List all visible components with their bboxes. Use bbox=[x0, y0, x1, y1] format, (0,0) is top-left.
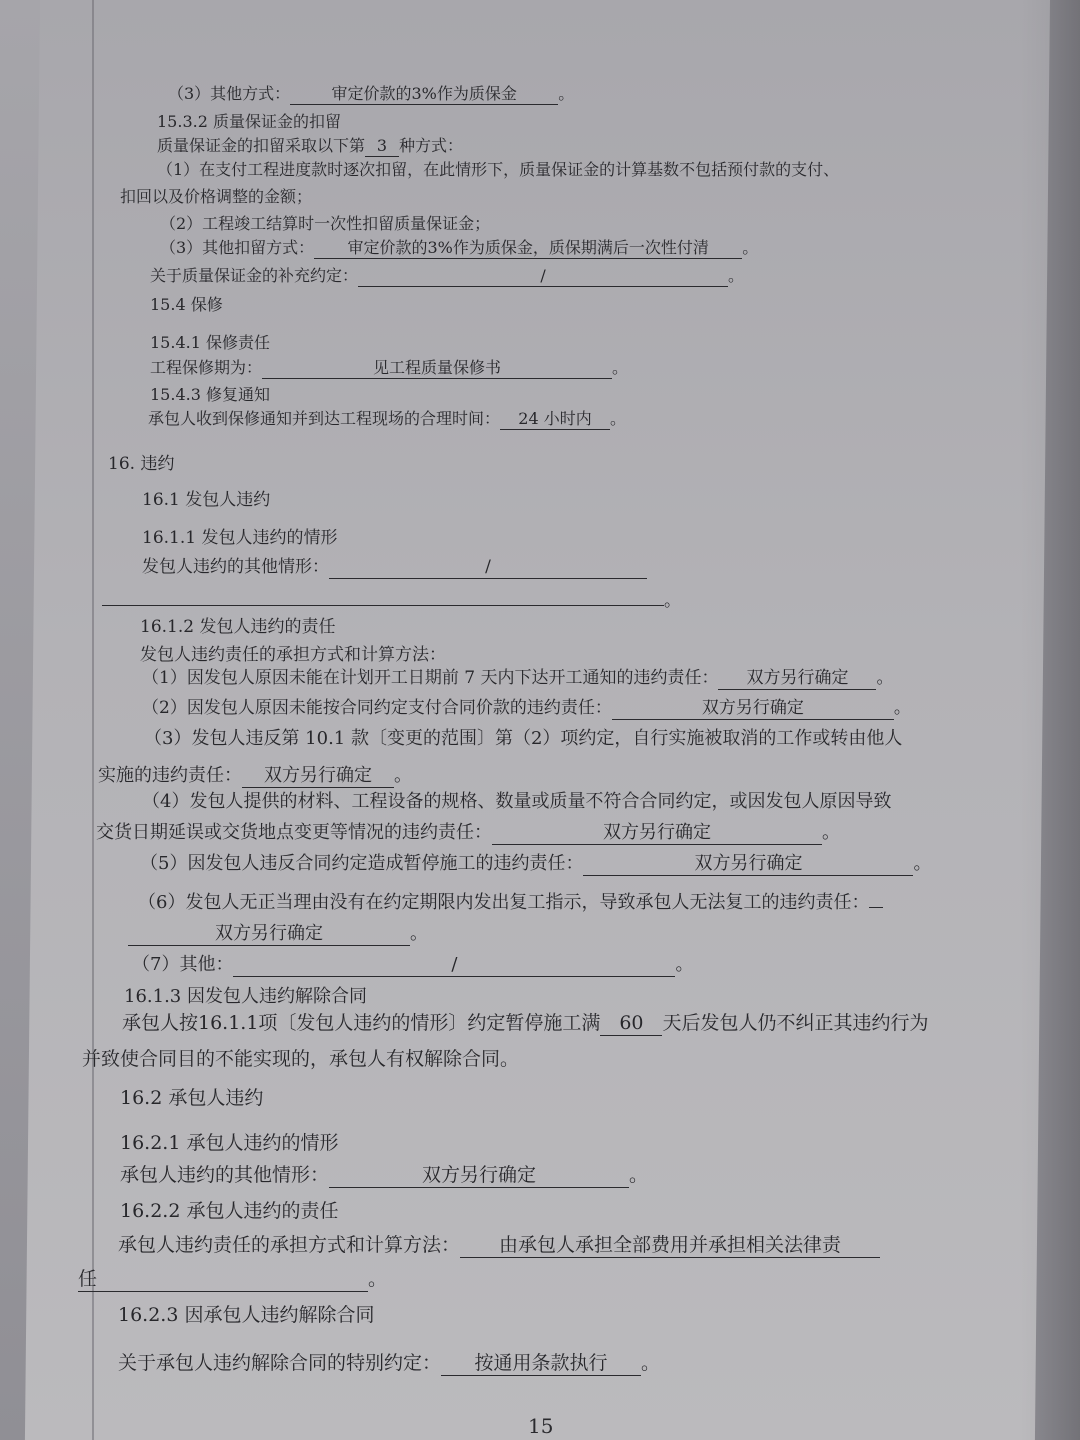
clause-line bbox=[142, 559, 647, 579]
filled-blank: / bbox=[358, 268, 728, 287]
clause-line: （4）发包人提供的材料、工程设备的规格、数量或质量不符合合同约定，或因发包人原因导致 bbox=[142, 791, 892, 812]
section-heading: 15.4.1 保修责任 bbox=[150, 333, 270, 352]
filled-blank: 双方另行确定 bbox=[128, 925, 410, 946]
clause-text: 。 bbox=[893, 698, 911, 718]
clause-text: 种方式： bbox=[399, 136, 464, 155]
section-heading: 16.2.3 因承包人违约解除合同 bbox=[118, 1304, 375, 1326]
filled-blank: 3 bbox=[365, 138, 399, 157]
filled-blank: 双方另行确定 bbox=[612, 700, 894, 720]
clause-line bbox=[157, 138, 463, 157]
clause-text: 。 bbox=[394, 765, 412, 786]
filled-blank: 见工程质量保修书 bbox=[262, 360, 612, 379]
clause-text: （5）因发包人违反合同约定造成暂停施工的违约责任： bbox=[140, 853, 584, 874]
filled-blank bbox=[102, 586, 664, 606]
clause-line bbox=[98, 767, 412, 788]
clause-text: 。 bbox=[410, 923, 428, 944]
clause-line bbox=[118, 1236, 880, 1258]
clause-line bbox=[142, 700, 911, 720]
filled-blank: 双方另行确定 bbox=[242, 767, 394, 788]
section-heading: 15.4 保修 bbox=[150, 295, 223, 314]
filled-blank: 由承包人承担全部费用并承担相关法律责 bbox=[460, 1236, 880, 1258]
clause-text: 承包人违约的其他情形： bbox=[120, 1164, 330, 1186]
page-shadow bbox=[1020, 0, 1080, 1440]
section-heading: 16.2.2 承包人违约的责任 bbox=[120, 1200, 339, 1222]
clause-text: 发包人违约的其他情形： bbox=[142, 557, 329, 577]
clause-line bbox=[132, 956, 693, 977]
clause-line: 扣回以及价格调整的金额； bbox=[120, 187, 313, 206]
filled-blank: 双方另行确定 bbox=[492, 824, 822, 845]
clause-text: 关于承包人违约解除合同的特别约定： bbox=[118, 1352, 442, 1374]
filled-blank: / bbox=[329, 559, 647, 579]
clause-line bbox=[78, 1270, 387, 1292]
clause-text: 。 bbox=[641, 1352, 661, 1374]
clause-text: （7）其他： bbox=[132, 954, 234, 975]
clause-line bbox=[140, 855, 931, 876]
section-heading: 16.1.3 因发包人违约解除合同 bbox=[124, 986, 367, 1007]
clause-line bbox=[118, 1354, 660, 1376]
filled-blank: 双方另行确定 bbox=[329, 1166, 629, 1188]
filled-blank: / bbox=[233, 956, 675, 977]
clause-text: （1）因发包人原因未能在计划开工日期前 7 天内下达开工通知的违约责任： bbox=[142, 668, 719, 688]
clause-text: 承包人收到保修通知并到达工程现场的合理时间： bbox=[148, 409, 501, 428]
clause-text: 。 bbox=[612, 358, 629, 377]
clause-text: 。 bbox=[742, 238, 759, 257]
section-heading: 16.1 发包人违约 bbox=[142, 490, 271, 510]
clause-text: 实施的违约责任： bbox=[98, 765, 242, 786]
clause-text: 。 bbox=[368, 1268, 388, 1290]
filled-blank: 24 小时内 bbox=[500, 411, 610, 430]
clause-line: 发包人违约责任的承担方式和计算方法： bbox=[140, 645, 446, 665]
clause-line: （2）工程竣工结算时一次性扣留质量保证金； bbox=[160, 214, 491, 233]
clause-text: （6）发包人无正当理由没有在约定期限内发出复工指示，导致承包人无法复工的违约责任： bbox=[138, 892, 870, 913]
clause-text: 。 bbox=[610, 409, 627, 428]
clause-text: （2）因发包人原因未能按合同约定支付合同价款的违约责任： bbox=[142, 698, 612, 718]
clause-line: 并致使合同目的不能实现的，承包人有权解除合同。 bbox=[82, 1048, 520, 1070]
clause-text: 。 bbox=[913, 853, 932, 874]
clause-line bbox=[120, 1166, 648, 1188]
clause-line bbox=[138, 888, 883, 912]
clause-text: 。 bbox=[664, 591, 681, 611]
page-number: 15 bbox=[528, 1414, 554, 1438]
filled-blank: 审定价款的3%作为质保金，质保期满后一次性付清 bbox=[314, 240, 742, 259]
section-heading: 16.2 承包人违约 bbox=[120, 1087, 264, 1109]
filled-blank: 按通用条款执行 bbox=[441, 1354, 641, 1376]
clause-text: 。 bbox=[558, 84, 575, 103]
section-heading: 15.3.2 质量保证金的扣留 bbox=[157, 112, 341, 131]
clause-line bbox=[102, 586, 681, 610]
clause-text: 。 bbox=[675, 954, 694, 975]
clause-line bbox=[142, 670, 893, 690]
filled-blank: 审定价款的3%作为质保金 bbox=[290, 86, 558, 105]
clause-text: 天后发包人仍不纠正其违约行为 bbox=[662, 1012, 929, 1034]
section-heading: 16.1.2 发包人违约的责任 bbox=[140, 617, 336, 637]
clause-text: 。 bbox=[876, 668, 894, 688]
clause-line bbox=[122, 1014, 928, 1036]
clause-line bbox=[148, 411, 626, 430]
section-heading: 15.4.3 修复通知 bbox=[150, 385, 270, 404]
clause-text: 承包人违约责任的承担方式和计算方法： bbox=[118, 1234, 461, 1256]
clause-text: （3）其他方式： bbox=[168, 84, 291, 103]
clause-text: 承包人按16.1.1项〔发包人违约的情形〕约定暂停施工满 bbox=[122, 1012, 601, 1034]
filled-blank: 任 bbox=[78, 1270, 368, 1292]
filled-blank: 60 bbox=[600, 1014, 662, 1036]
clause-text: 交货日期延误或交货地点变更等情况的违约责任： bbox=[96, 822, 492, 843]
clause-line bbox=[150, 268, 744, 287]
section-heading: 16. 违约 bbox=[108, 454, 175, 474]
clause-text: 。 bbox=[822, 822, 840, 843]
clause-line bbox=[160, 240, 758, 259]
filled-blank: 双方另行确定 bbox=[583, 855, 913, 876]
clause-text: 质量保证金的扣留采取以下第 bbox=[157, 136, 366, 155]
clause-line: （3）发包人违反第 10.1 款〔变更的范围〕第（2）项约定，自行实施被取消的工作或转由他人 bbox=[144, 728, 903, 749]
clause-line bbox=[168, 86, 574, 105]
section-heading: 16.1.1 发包人违约的情形 bbox=[142, 528, 338, 548]
clause-line bbox=[128, 925, 428, 946]
clause-line: （1）在支付工程进度款时逐次扣留，在此情形下，质量保证金的计算基数不包括预付款的支付、 bbox=[157, 160, 840, 179]
clause-text: 。 bbox=[728, 266, 745, 285]
clause-text: （3）其他扣留方式： bbox=[160, 238, 315, 257]
page-fold-line bbox=[92, 0, 94, 1440]
clause-line bbox=[96, 824, 840, 845]
clause-text: 。 bbox=[629, 1164, 649, 1186]
clause-text: 关于质量保证金的补充约定： bbox=[150, 266, 359, 285]
clause-text: 工程保修期为： bbox=[150, 358, 263, 377]
filled-blank: 双方另行确定 bbox=[718, 670, 876, 690]
section-heading: 16.2.1 承包人违约的情形 bbox=[120, 1132, 339, 1154]
filled-blank bbox=[869, 888, 883, 908]
clause-line bbox=[150, 360, 628, 379]
